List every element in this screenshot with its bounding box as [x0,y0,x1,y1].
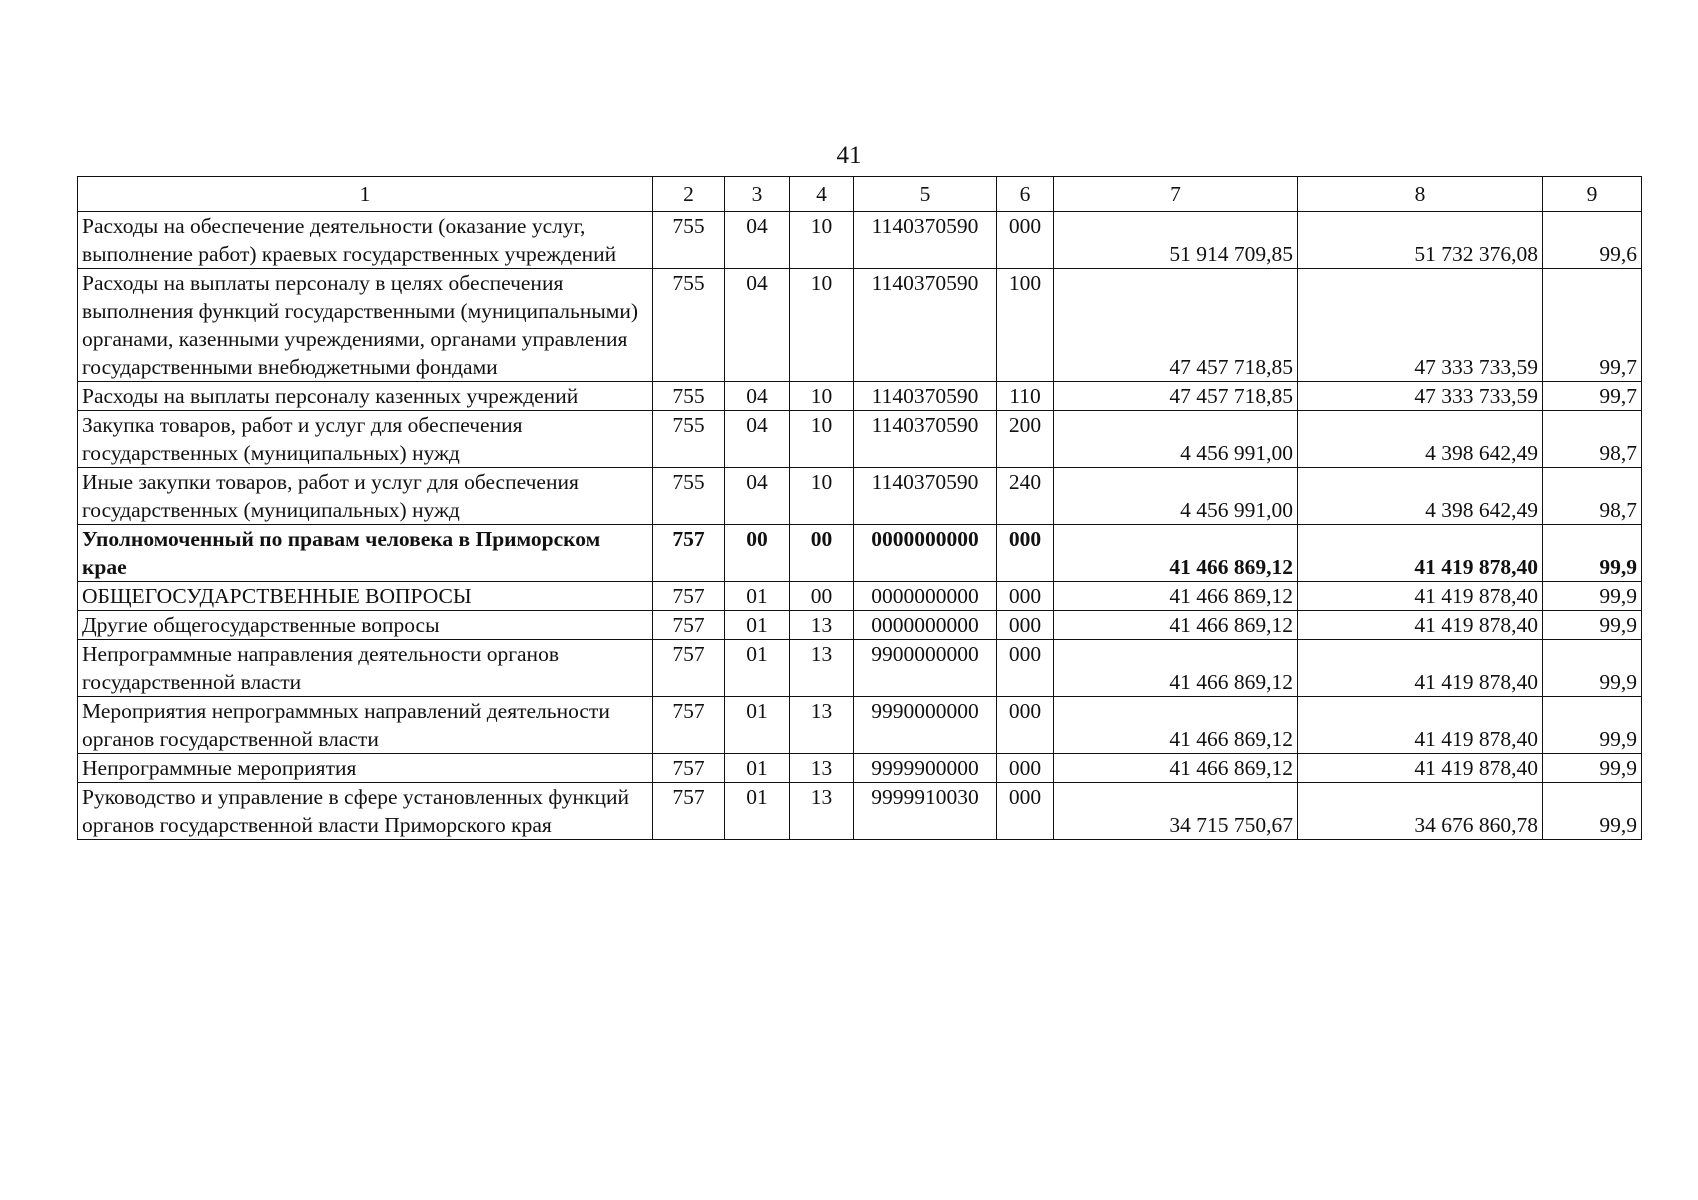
cell-col5: 9990000000 [854,697,997,754]
cell-col6: 000 [997,582,1054,611]
cell-col2: 757 [653,783,725,840]
cell-col3: 01 [725,754,790,783]
cell-col4: 13 [790,640,854,697]
cell-col3: 00 [725,525,790,582]
cell-col4: 13 [790,754,854,783]
column-header: 5 [854,177,997,212]
cell-col2: 757 [653,525,725,582]
cell-col5: 1140370590 [854,411,997,468]
budget-table [77,176,1642,840]
row-name: ОБЩЕГОСУДАРСТВЕННЫЕ ВОПРОСЫ [78,582,653,611]
cell-col2: 757 [653,582,725,611]
cell-planned-amount: 4 456 991,00 [1054,411,1298,468]
cell-percent: 99,7 [1543,382,1642,411]
cell-col2: 755 [653,212,725,269]
column-header: 2 [653,177,725,212]
table-row [78,468,1642,525]
column-header: 8 [1298,177,1543,212]
cell-col6: 000 [997,697,1054,754]
cell-col2: 757 [653,611,725,640]
table-row [78,697,1642,754]
cell-col5: 1140370590 [854,269,997,382]
cell-planned-amount: 47 457 718,85 [1054,269,1298,382]
cell-col4: 10 [790,411,854,468]
cell-col3: 04 [725,382,790,411]
cell-col3: 04 [725,269,790,382]
cell-percent: 99,9 [1543,525,1642,582]
cell-col4: 10 [790,468,854,525]
row-name: Расходы на обеспечение деятельности (оказание услуг, выполнение работ) краевых государственных учреждений [78,212,653,269]
cell-col6: 000 [997,754,1054,783]
table-row [78,640,1642,697]
cell-col2: 755 [653,382,725,411]
column-header: 4 [790,177,854,212]
cell-col3: 01 [725,611,790,640]
cell-planned-amount: 51 914 709,85 [1054,212,1298,269]
table-row [78,411,1642,468]
table-row [78,754,1642,783]
row-name: Расходы на выплаты персоналу казенных учреждений [78,382,653,411]
column-header: 7 [1054,177,1298,212]
cell-col3: 04 [725,468,790,525]
cell-planned-amount: 4 456 991,00 [1054,468,1298,525]
cell-col2: 757 [653,640,725,697]
cell-percent: 99,7 [1543,269,1642,382]
cell-planned-amount: 47 457 718,85 [1054,382,1298,411]
cell-executed-amount: 47 333 733,59 [1298,382,1543,411]
column-header: 9 [1543,177,1642,212]
table-header-row [78,177,1642,212]
cell-col5: 9999900000 [854,754,997,783]
cell-col4: 10 [790,212,854,269]
cell-executed-amount: 41 419 878,40 [1298,582,1543,611]
cell-col5: 0000000000 [854,582,997,611]
cell-executed-amount: 41 419 878,40 [1298,640,1543,697]
cell-col3: 04 [725,411,790,468]
row-name: Закупка товаров, работ и услуг для обеспечения государственных (муниципальных) нужд [78,411,653,468]
cell-col5: 9900000000 [854,640,997,697]
page-number: 41 [836,142,862,169]
cell-col5: 1140370590 [854,212,997,269]
cell-executed-amount: 51 732 376,08 [1298,212,1543,269]
cell-percent: 99,9 [1543,697,1642,754]
table-row [78,611,1642,640]
cell-col6: 000 [997,640,1054,697]
column-header: 3 [725,177,790,212]
cell-col2: 755 [653,269,725,382]
cell-percent: 99,9 [1543,582,1642,611]
row-name: Расходы на выплаты персоналу в целях обеспечения выполнения функций государственными (муниципальными) органами, казенными учреждениями, органами управления государственными внебюджетными фондами [78,269,653,382]
cell-col4: 13 [790,783,854,840]
table-row [78,783,1642,840]
cell-col2: 755 [653,411,725,468]
cell-planned-amount: 41 466 869,12 [1054,525,1298,582]
table-row [78,582,1642,611]
column-header: 1 [78,177,653,212]
cell-planned-amount: 41 466 869,12 [1054,582,1298,611]
cell-percent: 99,9 [1543,611,1642,640]
cell-planned-amount: 41 466 869,12 [1054,611,1298,640]
cell-col3: 01 [725,640,790,697]
cell-col5: 9999910030 [854,783,997,840]
table-row [78,212,1642,269]
cell-col6: 240 [997,468,1054,525]
cell-planned-amount: 41 466 869,12 [1054,640,1298,697]
cell-col5: 1140370590 [854,382,997,411]
column-header: 6 [997,177,1054,212]
cell-col4: 10 [790,269,854,382]
cell-executed-amount: 41 419 878,40 [1298,754,1543,783]
cell-col3: 01 [725,697,790,754]
cell-executed-amount: 41 419 878,40 [1298,697,1543,754]
cell-col6: 200 [997,411,1054,468]
cell-percent: 99,6 [1543,212,1642,269]
cell-col6: 100 [997,269,1054,382]
table-row [78,382,1642,411]
cell-planned-amount: 41 466 869,12 [1054,697,1298,754]
cell-percent: 98,7 [1543,411,1642,468]
cell-percent: 99,9 [1543,783,1642,840]
cell-col3: 01 [725,582,790,611]
cell-col4: 00 [790,525,854,582]
cell-executed-amount: 34 676 860,78 [1298,783,1543,840]
row-name: Иные закупки товаров, работ и услуг для обеспечения государственных (муниципальных) нужд [78,468,653,525]
cell-col2: 757 [653,697,725,754]
cell-col4: 10 [790,382,854,411]
row-name: Другие общегосударственные вопросы [78,611,653,640]
cell-percent: 99,9 [1543,640,1642,697]
cell-col3: 01 [725,783,790,840]
cell-col6: 000 [997,212,1054,269]
cell-col2: 757 [653,754,725,783]
cell-col6: 000 [997,783,1054,840]
row-name: Непрограммные направления деятельности органов государственной власти [78,640,653,697]
cell-col5: 0000000000 [854,611,997,640]
cell-col6: 000 [997,525,1054,582]
table-body [78,212,1642,840]
row-name: Руководство и управление в сфере установленных функций органов государственной власти Приморского края [78,783,653,840]
table-row [78,525,1642,582]
cell-col3: 04 [725,212,790,269]
cell-executed-amount: 47 333 733,59 [1298,269,1543,382]
cell-col4: 00 [790,582,854,611]
cell-executed-amount: 4 398 642,49 [1298,411,1543,468]
row-name: Непрограммные мероприятия [78,754,653,783]
row-name: Уполномоченный по правам человека в Приморском крае [78,525,653,582]
cell-executed-amount: 41 419 878,40 [1298,611,1543,640]
cell-executed-amount: 4 398 642,49 [1298,468,1543,525]
cell-percent: 99,9 [1543,754,1642,783]
cell-col6: 000 [997,611,1054,640]
cell-col5: 1140370590 [854,468,997,525]
cell-executed-amount: 41 419 878,40 [1298,525,1543,582]
cell-col4: 13 [790,611,854,640]
cell-col4: 13 [790,697,854,754]
cell-col2: 755 [653,468,725,525]
table-row [78,269,1642,382]
row-name: Мероприятия непрограммных направлений деятельности органов государственной власти [78,697,653,754]
cell-planned-amount: 34 715 750,67 [1054,783,1298,840]
cell-planned-amount: 41 466 869,12 [1054,754,1298,783]
cell-col5: 0000000000 [854,525,997,582]
cell-col6: 110 [997,382,1054,411]
cell-percent: 98,7 [1543,468,1642,525]
